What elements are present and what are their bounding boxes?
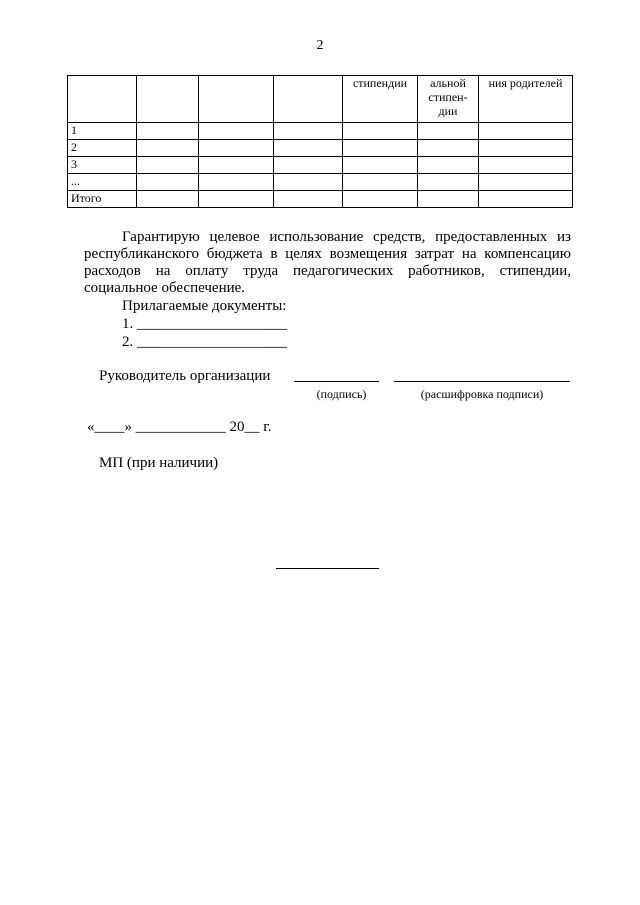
- table-cell: [418, 123, 479, 140]
- row-label: ...: [68, 174, 137, 191]
- table-cell: [274, 123, 343, 140]
- signature-label: Руководитель организации: [99, 368, 271, 384]
- date-line: «____» ____________ 20__ г.: [87, 419, 272, 435]
- page-number: 2: [316, 38, 324, 53]
- table-cell: [274, 191, 343, 208]
- table-cell: [343, 174, 418, 191]
- table-header-cell: альной стипен-дии: [418, 76, 479, 123]
- table-cell: [343, 123, 418, 140]
- table-header-cell: [274, 76, 343, 123]
- report-table: [67, 75, 573, 208]
- table-cell: [274, 140, 343, 157]
- table-cell: [199, 157, 274, 174]
- table-cell: [137, 140, 199, 157]
- table-header-cell: [68, 76, 137, 123]
- table-row: [68, 157, 573, 174]
- table-cell: [418, 174, 479, 191]
- guarantee-paragraph: Гарантирую целевое использование средств, предоставленных из республиканского бюджета в целях возмещения затрат на компенсацию расходов на оплату труда педагогических работников, стипендии, социальное обеспечение.: [84, 229, 571, 296]
- table-cell: [418, 191, 479, 208]
- table-cell: [343, 191, 418, 208]
- row-label: 3: [68, 157, 137, 174]
- table-cell: [199, 174, 274, 191]
- table-row-total: [68, 191, 573, 208]
- signature-line: [294, 381, 379, 382]
- table-cell: [479, 174, 573, 191]
- table-cell: [479, 140, 573, 157]
- table-row: [68, 123, 573, 140]
- table-cell: [274, 174, 343, 191]
- table-header-cell: стипендии: [343, 76, 418, 123]
- row-label: Итого: [68, 191, 137, 208]
- table-cell: [479, 123, 573, 140]
- bottom-rule: [276, 568, 379, 569]
- table-cell: [199, 140, 274, 157]
- table-cell: [418, 157, 479, 174]
- table-cell: [343, 157, 418, 174]
- table-header-cell: [137, 76, 199, 123]
- row-label: 1: [68, 123, 137, 140]
- table-cell: [137, 191, 199, 208]
- table-cell: [343, 140, 418, 157]
- row-label: 2: [68, 140, 137, 157]
- signature-caption: (подпись): [316, 387, 367, 401]
- table-cell: [479, 157, 573, 174]
- stamp-label: МП (при наличии): [99, 455, 219, 471]
- table-header-cell: [199, 76, 274, 123]
- table-cell: [137, 123, 199, 140]
- table-header-row: [68, 76, 573, 123]
- table-cell: [137, 174, 199, 191]
- attached-item: 1. ____________________: [122, 316, 287, 332]
- table-cell: [479, 191, 573, 208]
- table-cell: [274, 157, 343, 174]
- attached-documents-title: Прилагаемые документы:: [122, 298, 287, 314]
- signature-decode-line: [394, 381, 570, 382]
- signature-decode-caption: (расшифровка подписи): [420, 387, 544, 401]
- table-cell: [199, 191, 274, 208]
- table-row: [68, 174, 573, 191]
- attached-item: 2. ____________________: [122, 334, 287, 350]
- table-row: [68, 140, 573, 157]
- table-cell: [418, 140, 479, 157]
- table-cell: [199, 123, 274, 140]
- table-header-cell: ния родителей: [479, 76, 573, 123]
- table-cell: [137, 157, 199, 174]
